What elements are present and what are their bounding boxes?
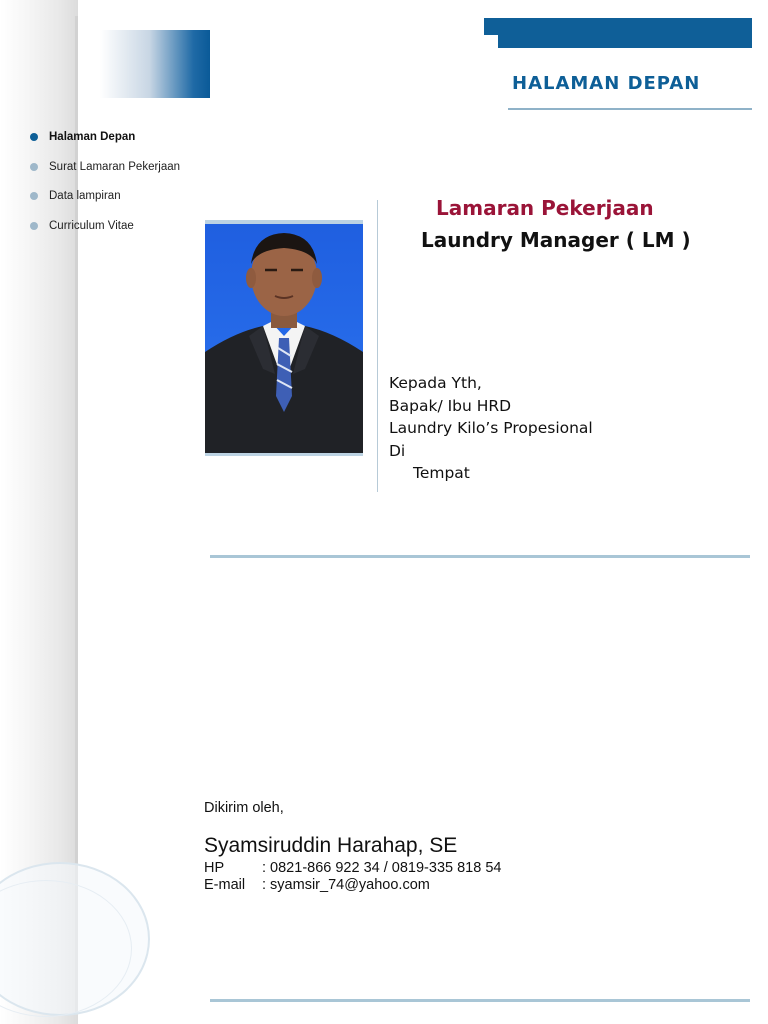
nav-item-halaman-depan[interactable]: [30, 129, 180, 159]
applicant-photo: [205, 220, 363, 456]
recipient-address: [389, 372, 593, 485]
job-position-title: Laundry Manager ( LM ): [421, 228, 691, 252]
email-label: E-mail: [204, 877, 246, 893]
nav-item-label: Surat Lamaran Pekerjaan: [49, 160, 181, 173]
bullet-icon: [30, 163, 38, 171]
nav-item-curriculum-vitae[interactable]: [30, 218, 180, 248]
phone-line: [204, 860, 501, 876]
recipient-line: Laundry Kilo’s Propesional: [389, 419, 593, 437]
sent-by-label: Dikirim oleh,: [204, 800, 284, 816]
bullet-icon: [30, 192, 38, 200]
recipient-line: Tempat: [413, 464, 470, 482]
bullet-icon: [30, 133, 38, 141]
header-gradient-block: [100, 30, 210, 98]
email-value: : syamsir_74@yahoo.com: [262, 877, 430, 893]
nav-item-surat-lamaran[interactable]: [30, 159, 180, 189]
email-line: [204, 877, 430, 893]
nav-item-label: Data lampiran: [49, 190, 121, 202]
portrait-image: [205, 224, 363, 453]
phone-label: HP: [204, 860, 225, 876]
nav-item-label: Halaman Depan: [49, 131, 136, 143]
footer-divider: [210, 999, 750, 1002]
vertical-divider: [377, 200, 378, 492]
page-title: HALAMAN DEPAN: [512, 73, 701, 94]
header-bar: [498, 18, 752, 48]
side-nav: [30, 129, 180, 247]
recipient-line: Bapak/ Ibu HRD: [389, 396, 512, 415]
nav-item-data-lampiran[interactable]: [30, 188, 180, 218]
sender-name: Syamsiruddin Harahap, SE: [204, 834, 458, 857]
bullet-icon: [30, 222, 38, 230]
phone-value: : 0821-866 922 34 / 0819-335 818 54: [262, 860, 502, 876]
recipient-line: Di: [389, 441, 406, 460]
title-underline: [508, 108, 752, 110]
recipient-line: Kepada Yth,: [389, 374, 482, 392]
section-divider: [210, 555, 750, 558]
nav-item-label: Curriculum Vitae: [49, 219, 134, 232]
document-heading: Lamaran Pekerjaan: [436, 196, 654, 220]
